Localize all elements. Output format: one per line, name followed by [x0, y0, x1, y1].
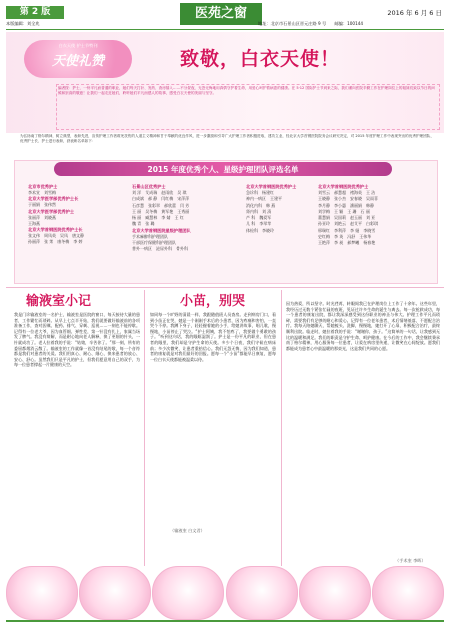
award-heading: 北京大学首钢医院优秀护士 — [246, 184, 297, 189]
award-column-2 — [132, 184, 232, 253]
article-body-xiaomiao: 如同每一个旷野的清晨一样，我跟随值班人员查房。走到病房门口，看到小苗正在哭，她是一个刚刚手术后的小患者，因为疼痛和害怕，一直哭个不停。我蹲下身子，轻轻握着她的小手，给她讲故事，唱儿歌，慢慢地，小苗停止了哭泣。“护士阿姨，我不怕疼了，我要做个勇敢的孩子。”听到这句话，我的眼眶湿润了。护士是一份平凡的职业，但在患者的眼里，我们却是守护生命的天使。多少个日夜，我们守候在病床前；多少次微笑，让患者重拾信心。我们无怨无悔，因为我们知道，患者的康复就是对我们最好的回报。愿每一个“小苗”都能早日康复，愿每一位白衣天使都能被温柔以待。 — [150, 312, 276, 362]
article-signature: （输液室 白文君） — [170, 528, 205, 533]
nurse-photo — [79, 566, 151, 620]
column-divider — [281, 290, 282, 566]
article-signature: （手术室 李晖） — [395, 558, 426, 563]
award-names: 急诊科 杨建红 神内一病区 王建平 消化内科 韩 燕 肾内科 刘 清 产 科 魏爱军 儿 科 李翠苹 体检科 李晓玲 — [246, 190, 282, 233]
logo-title: 天使礼赞 — [51, 54, 104, 69]
award-names: 刘 洋 艾成瑞 赵雨欣 吴 琪 白成斌 郝 静 闫红梅 宋萍萍 石彦慧 张彩翠 郝欣蕾 闫 芳 王 丽 吴冬梅 黄军艳 王秀丽 杨 丽 臧慧林 李 婧 王 红 魏 青 张 璐 — [132, 190, 190, 227]
nurse-photo — [226, 566, 298, 620]
award-names: 刘雪云 郝慧超 褚海英 王 洁 王晓静 张小杰 安春晓 吴雨菲 李月静 李小惠 潘丽娟 韩静 刘学梅 王 颖 王 珊 石 丽 董慧娟 吴国莉 赵玉丽 刘 亚 孙亚玲 刘艳云 赵艾平 白彩琪 邢瑞红 李利萍 李 娅 李晓雪 史红梅 李 英 冯舒 王伟华 王艳萍 李 昶 郝梦曦 杨春艳 — [318, 190, 378, 246]
photo-strip — [6, 566, 444, 618]
award-names: 李术宣 刘雪梅 — [28, 190, 56, 195]
column-divider — [144, 290, 145, 566]
header-rule — [6, 29, 444, 30]
article-body-infusion: 我是门诊输液室的一名护士，输液室是医院的窗口，每天接待大量的患者，工作繁忙而琐碎。从早上七点半开始，我们就要做好输液前的各项准备工作，查对医嘱、配药、排气、穿刺、巡视……一刻也不能停歇。记得有一位老大爷，因为血管细、弹性差，第一针没有扎上，家属当场发了脾气。我没有辩解，而是耐心地向老人解释，换了更细的针头，一针就成功了。老人拉着我的手说：“姑娘，辛苦你了。”那一刻，所有的委屈都烟消云散了。输液室的工作就像一首没有结尾的歌，每一个音符都是我们对患者的关爱。我们用真心、耐心、细心，换来患者的放心、安心、舒心。虽然我们只是平凡的护士，但我们愿意用自己的双手，为每一位患者撑起一片健康的天空。 — [14, 312, 140, 368]
publisher-address: 地址：北京市石景山区晋元庄路 9 号 邮编：100144 — [258, 21, 364, 26]
logo-subtitle: 白衣天使 护士节特刊 — [58, 43, 98, 48]
editor-note: 编者按：护士，一份平凡而普通的职业，她们每天打针、发药、查房插入……不分昼夜，无怨无悔地用真情守护着生命，用爱心呵护着病患的健康。在 5·12 国际护士节到来之际，我们谨向医院辛勤工作在护理岗位上的姐妹们致以节日的问候和崇高的敬意！让我们一起走近她们，聆听她们平凡而感人的故事，感受白衣天使的美丽与坚守。 — [58, 86, 435, 95]
award-column-3 — [246, 184, 312, 234]
edition-label: 第 2 版 — [6, 6, 64, 19]
article-title-xiaomiao: 小苗，别哭 — [180, 294, 246, 309]
issue-date: 2016 年 6 月 6 日 — [387, 9, 442, 17]
award-heading: 石景山区优秀护士 — [132, 184, 166, 189]
award-title: 2015 年度优秀个人、星级护理团队评选名单 — [147, 165, 299, 174]
masthead-title: 医苑之窗 — [180, 3, 262, 25]
award-heading: 北京大学医学部优秀护士 — [28, 208, 75, 214]
award-names: 手术麻醉科护理团队 干部医疗保健科护理团队 普外一病区 泌尿外科 骨外科 — [132, 233, 188, 252]
nurse-photo — [152, 566, 224, 620]
article-title-infusion: 输液室小记 — [26, 294, 92, 309]
article-body-right: 因为热爱，所以坚守。时光荏苒，转眼间我已在护理岗位上工作了十余年。这些年里，我经历过无数个紧张忙碌的夜班，见证过许多生命的诞生与离去。每一次抢救成功，每一个患者的康复出院，都让我深深感受到这份职业的神圣与伟大。护理工作平凡而琐碎，需要我们有足够的耐心和爱心。记得有一位老年患者，术后情绪低落，不愿配合治疗。我每天陪她聊天，帮她梳头、洗脚，慢慢地，她打开了心扉，积极配合治疗，最终顺利出院。临走时，她拉着我的手说：“谢谢你，孩子。”这简单的一句话，让我感到无比的温暖和满足。我们的职责是守护生命、呵护健康。在今后的工作中，我会继续秉承南丁格尔精神，用心服务每一位患者，让爱在病房里传递，让微笑在心间绽放。愿我们都能成为患者心中最温暖的那束光，这是我们共同的心愿。 — [286, 301, 440, 351]
lead-paragraph: 为弘扬南丁格尔精神，树立典型，表彰先进，宣传护理工作者救死扶伤的人道主义精神和甘于奉献的优良作风，进一步激励和引导广大护理工作者积极进取，建功立业，经北京大学首钢医院院务会议研究决定，对 2015 年度护理工作中表现突出的优秀护理团队、优秀护士长、护士进行表彰，获表彰名单如下： — [20, 134, 434, 143]
award-heading: 北京大学首钢医院优秀护士长 — [28, 227, 83, 233]
editor-credit: 本版编辑：刘全兆 — [6, 21, 40, 26]
page-headline: 致敬，白衣天使！ — [180, 48, 341, 70]
award-heading: 北京大学首钢医院星级护理团队 — [132, 227, 191, 233]
award-heading: 北京大学医学部优秀护士长 — [28, 196, 79, 202]
award-names: 张文伟 周凤英 吴凤 唐文静 孙丽萍 张 茉 康冬梅 李 婷 — [28, 233, 84, 245]
nurse-photo — [6, 566, 78, 620]
award-heading: 北京市优秀护士 — [28, 184, 58, 189]
nurse-photo — [372, 566, 444, 620]
award-names: 于丽娟 张伟然 — [28, 202, 56, 208]
award-names: 张丽萍 刘晓燕 王海燕 — [28, 214, 56, 226]
nurse-photo — [299, 566, 371, 620]
section-rule — [6, 287, 444, 288]
award-heading: 北京大学首钢医院优秀护士 — [318, 184, 369, 189]
award-column-1 — [28, 184, 126, 246]
footer-rule — [6, 620, 444, 622]
award-column-4 — [318, 184, 430, 247]
